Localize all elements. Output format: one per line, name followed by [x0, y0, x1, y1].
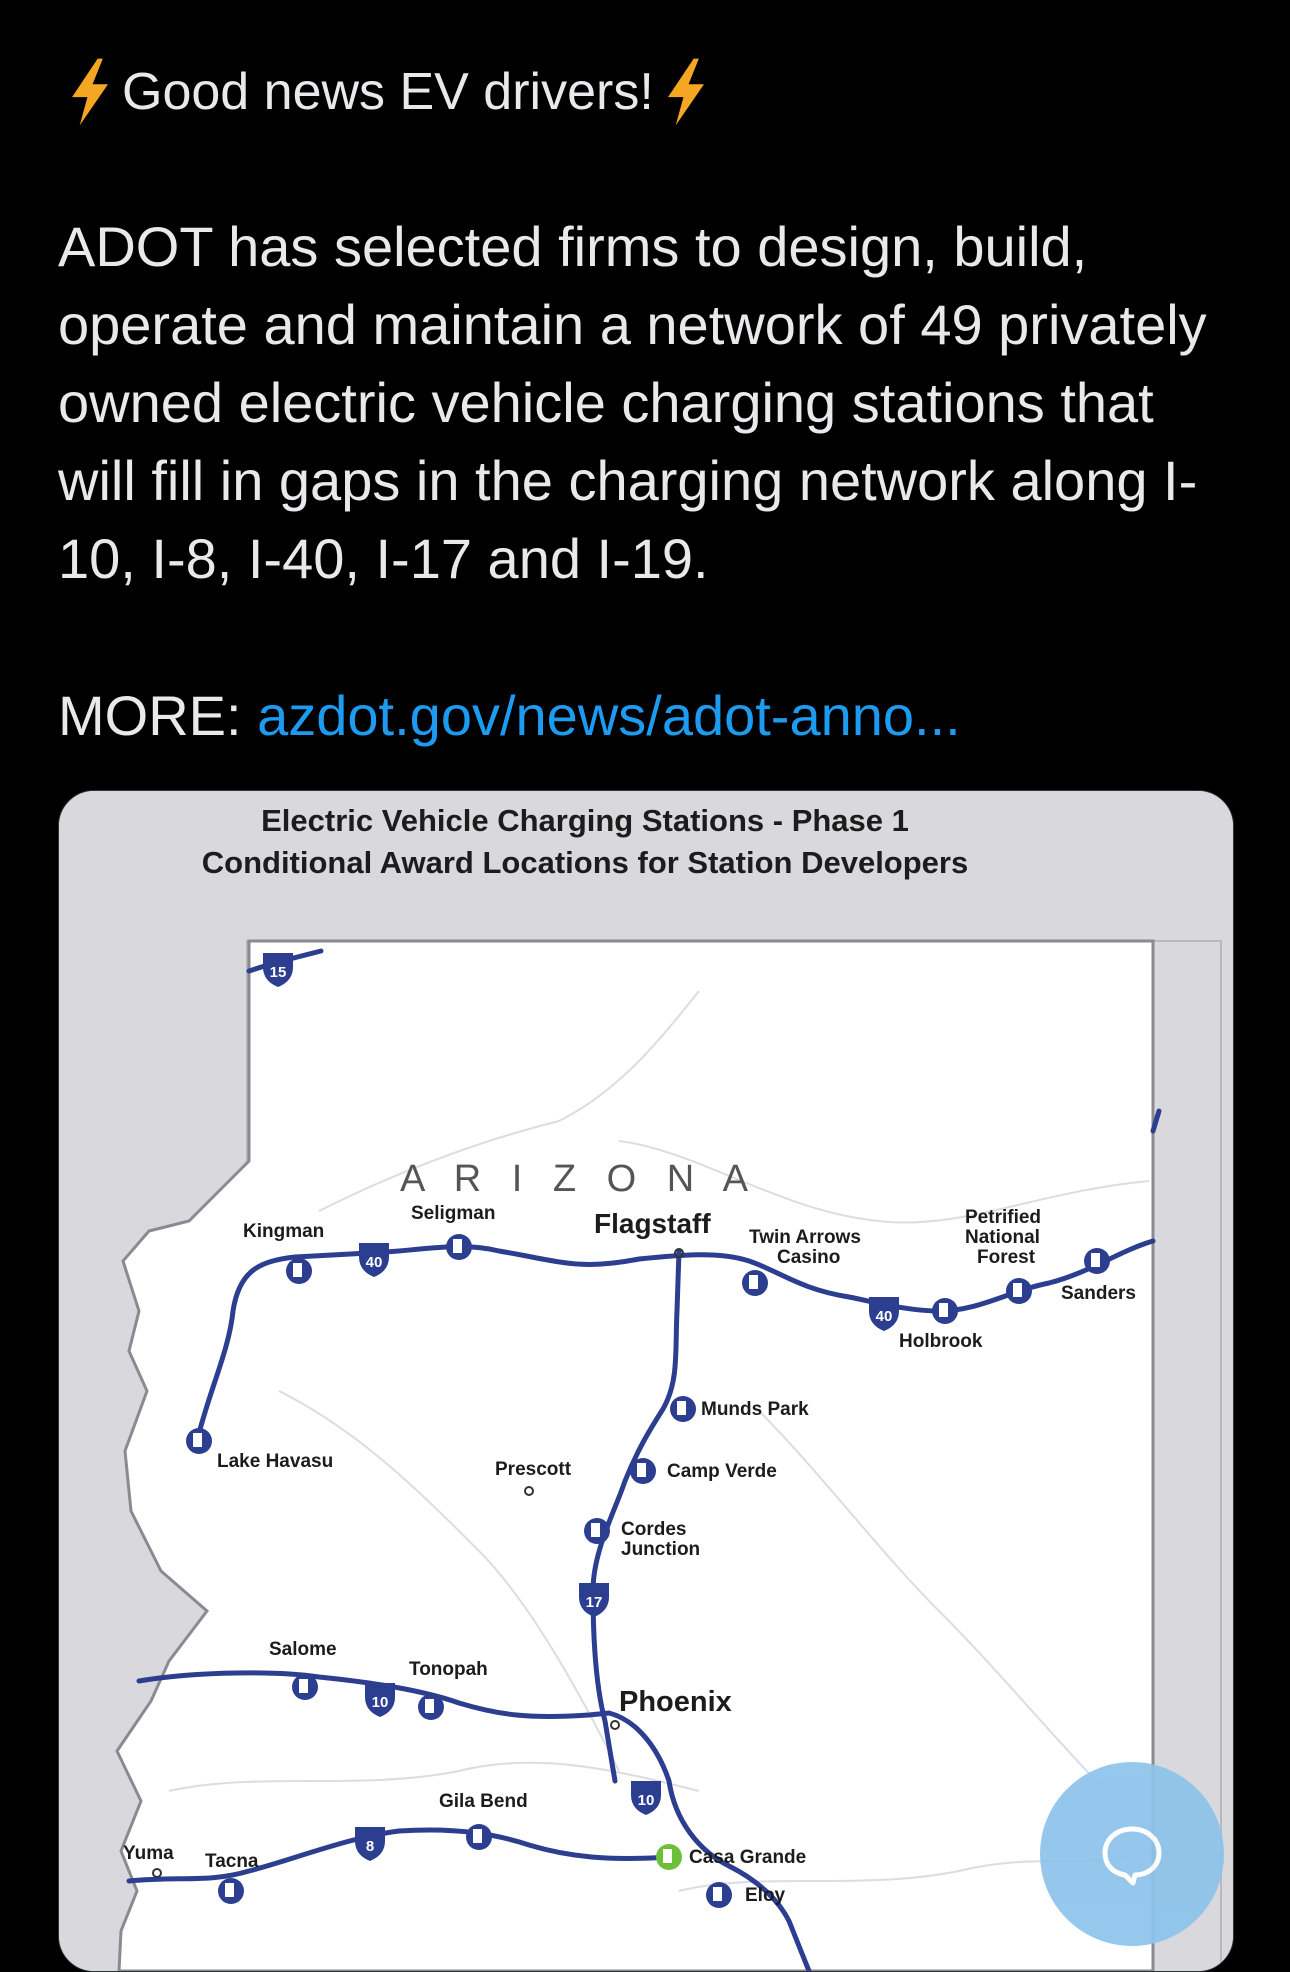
label-kingman: Kingman	[243, 1221, 325, 1242]
label-camp-verde: Camp Verde	[667, 1461, 777, 1482]
more-label: MORE:	[58, 684, 242, 747]
headline-text: Good news EV drivers!	[122, 63, 654, 121]
label-salome: Salome	[269, 1639, 337, 1660]
map-image[interactable]	[58, 790, 1234, 1972]
svg-text:15: 15	[269, 964, 287, 981]
charging-station-icon	[742, 1270, 768, 1296]
charging-station-icon	[218, 1878, 244, 1904]
label-sanders: Sanders	[1061, 1283, 1136, 1304]
svg-text:40: 40	[875, 1308, 893, 1325]
label-munds-park: Munds Park	[701, 1399, 809, 1420]
charging-station-icon	[706, 1882, 732, 1908]
charging-station-icon	[446, 1234, 472, 1260]
label-casa-grande: Casa Grande	[689, 1847, 807, 1868]
label-seligman: Seligman	[411, 1203, 496, 1224]
label-yuma: Yuma	[123, 1843, 174, 1864]
article-link[interactable]: azdot.gov/news/adot-anno...	[257, 684, 961, 747]
reply-button[interactable]	[1040, 1762, 1224, 1946]
charging-station-icon	[932, 1298, 958, 1324]
label-prescott: Prescott	[495, 1459, 572, 1480]
label-gila-bend: Gila Bend	[439, 1791, 528, 1812]
svg-text:17: 17	[585, 1594, 603, 1611]
arizona-ev-map	[59, 791, 1233, 1971]
label-petrified-3: Forest	[977, 1247, 1036, 1268]
charging-station-icon	[1084, 1248, 1110, 1274]
label-holbrook: Holbrook	[899, 1331, 983, 1352]
charging-station-icon	[186, 1428, 212, 1454]
lightning-icon	[62, 56, 118, 128]
charging-station-icon	[670, 1396, 696, 1422]
charging-station-icon	[466, 1824, 492, 1850]
label-twin-arrows-1: Twin Arrows	[749, 1227, 861, 1248]
tweet-body: ADOT has selected firms to design, build, operate and maintain a network of 49 privately owned electric vehicle charging stations that will fill in gaps in the charging network along I-10, I-8, I-40, I-17 and I-19.	[58, 215, 1207, 590]
charging-station-icon	[630, 1458, 656, 1484]
lightning-icon	[658, 56, 714, 128]
charging-station-icon	[656, 1844, 682, 1870]
svg-text:40: 40	[365, 1254, 383, 1271]
label-tonopah: Tonopah	[409, 1659, 488, 1680]
label-phoenix: Phoenix	[619, 1686, 732, 1718]
tweet-headline	[62, 56, 714, 128]
label-petrified-1: Petrified	[965, 1207, 1042, 1228]
more-line	[58, 680, 961, 752]
charging-station-icon	[418, 1694, 444, 1720]
label-petrified-2: National	[965, 1227, 1040, 1248]
charging-station-icon	[286, 1258, 312, 1284]
state-label: A R I Z O N A	[399, 1158, 759, 1200]
label-eloy: Eloy	[745, 1885, 786, 1906]
reply-icon	[1097, 1819, 1167, 1889]
label-lake-havasu: Lake Havasu	[217, 1451, 334, 1472]
label-cordes-1: Cordes	[621, 1519, 687, 1540]
charging-station-icon	[1006, 1278, 1032, 1304]
charging-station-icon	[292, 1674, 318, 1700]
label-flagstaff: Flagstaff	[594, 1208, 711, 1239]
label-twin-arrows-2: Casino	[777, 1247, 841, 1268]
label-cordes-2: Junction	[621, 1539, 701, 1560]
svg-text:8: 8	[365, 1838, 375, 1855]
label-tacna: Tacna	[205, 1851, 259, 1872]
charging-station-icon	[584, 1518, 610, 1544]
svg-text:10: 10	[371, 1694, 389, 1711]
map-title-line2: Conditional Award Locations for Station Developers	[201, 845, 969, 880]
svg-text:10: 10	[637, 1792, 655, 1809]
map-title-line1: Electric Vehicle Charging Stations - Phase 1	[261, 803, 909, 838]
